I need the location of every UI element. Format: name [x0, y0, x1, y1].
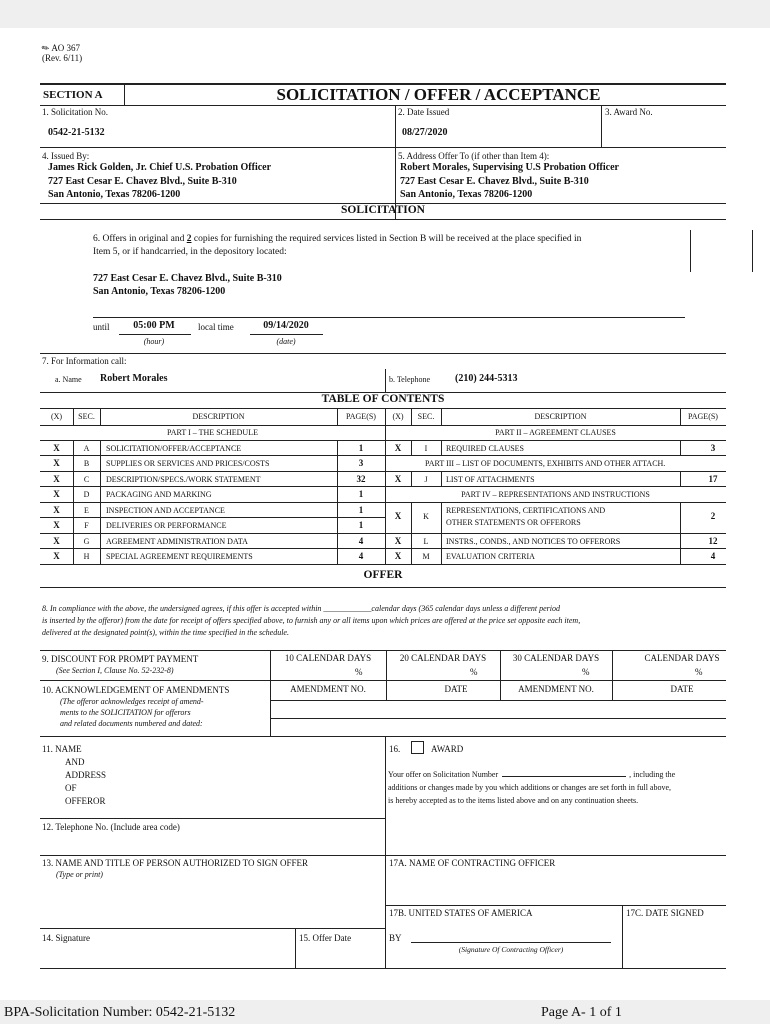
contact-telephone-value: (210) 244-5313 [455, 373, 518, 384]
footer-solicitation-number: BPA-Solicitation Number: 0542-21-5132 [4, 1005, 236, 1020]
toc-row-l-desc: INSTRS., CONDS., AND NOTICES TO OFFERORS [446, 537, 621, 546]
toc-row-l-x: X [394, 536, 402, 546]
toc-row-c-pages: 32 [356, 474, 366, 484]
toc-row-i-desc: REQUIRED CLAUSES [446, 444, 525, 453]
toc-header-description: DESCRIPTION [192, 412, 245, 421]
award-checkbox[interactable] [411, 741, 424, 754]
until-label: until [93, 322, 110, 332]
signer-sub: (Type or print) [56, 870, 103, 879]
toc-row-e-sec: E [84, 506, 89, 515]
toc-header-x: (X) [50, 412, 63, 421]
depository-line-1: 727 East Cesar E. Chavez Blvd., Suite B-310 [93, 273, 282, 284]
date-value: 09/14/2020 [263, 320, 309, 331]
toc-row-a-desc: SOLICITATION/OFFER/ACCEPTANCE [106, 444, 242, 453]
issued-by-line-3: San Antonio, Texas 78206-1200 [48, 189, 181, 200]
offeror-name-label-2: AND [65, 757, 85, 767]
depository-line-2: San Antonio, Texas 78206-1200 [93, 286, 226, 297]
toc-row-i-pages: 3 [710, 443, 716, 453]
copies-count: 2 [186, 234, 192, 244]
signature-label: 14. Signature [42, 933, 90, 943]
offer-statement-line-3: delivered at the designated point(s), within the time specified in the schedule. [42, 628, 289, 637]
toc-row-k-desc-1: REPRESENTATIONS, CERTIFICATIONS AND [446, 506, 606, 515]
toc-row-b-x: X [53, 458, 60, 468]
toc-header-x-right: (X) [392, 412, 404, 421]
toc-row-l-sec: L [423, 537, 429, 546]
offer-statement-line-2: is inserted by the offeror) from the date for receipt of offers specified above, to furnish any or all items upon which prices are offered at the price set opposite each item, [42, 616, 581, 625]
hour-value: 05:00 PM [133, 320, 175, 331]
toc-row-m-pages: 4 [710, 551, 716, 561]
toc-row-b-pages: 3 [358, 458, 364, 468]
offeror-name-label-3: ADDRESS [65, 770, 107, 780]
toc-row-h-desc: SPECIAL AGREEMENT REQUIREMENTS [106, 552, 253, 561]
discount-other-days: CALENDAR DAYS [644, 653, 720, 663]
toc-row-f-pages: 1 [358, 520, 364, 530]
toc-row-h-x: X [53, 551, 60, 561]
address-line-2: 727 East Cesar E. Chavez Blvd., Suite B-310 [400, 176, 589, 187]
toc-row-k-pages: 2 [710, 511, 716, 521]
toc-row-j-desc: LIST OF ATTACHMENTS [446, 475, 535, 484]
contact-telephone-label: b. Telephone [389, 375, 431, 384]
form-revision: (Rev. 6/11) [42, 53, 83, 63]
toc-row-g-sec: G [83, 537, 90, 546]
telephone-label: 12. Telephone No. (Include area code) [42, 822, 180, 832]
footer-page-number: Page A- 1 of 1 [541, 1005, 622, 1020]
discount-30-days: 30 CALENDAR DAYS [512, 653, 600, 663]
toc-row-g-desc: AGREEMENT ADMINISTRATION DATA [106, 537, 248, 546]
discount-10-days: 10 CALENDAR DAYS [284, 653, 372, 663]
contact-name-label: a. Name [55, 375, 82, 384]
viewer-top-bar [0, 0, 770, 28]
toc-row-k-desc-2: OTHER STATEMENTS OR OFFERORS [446, 518, 581, 527]
toc-row-b-sec: B [83, 459, 90, 468]
offeror-name-label-4: OF [65, 783, 77, 793]
acknowledgement-line-3: and related documents numbered and dated: [60, 719, 203, 728]
toc-row-e-desc: INSPECTION AND ACCEPTANCE [106, 506, 225, 515]
award-no-label: 3. Award No. [605, 107, 653, 117]
offer-statement-line-1: 8. In compliance with the above, the undersigned agrees, if this offer is accepted within ____________calendar days (365 calendar days unless a different period [42, 604, 560, 613]
toc-header-pages-right: PAGE(S) [688, 412, 718, 421]
amendment-date-header: DATE [444, 684, 468, 694]
issued-by-label: 4. Issued By: [42, 151, 90, 161]
toc-row-g-x: X [53, 536, 60, 546]
section-label: SECTION A [43, 89, 103, 101]
address-offer-label: 5. Address Offer To (if other than Item 4): [398, 151, 550, 161]
toc-row-g-pages: 4 [358, 536, 364, 546]
toc-row-m-desc: EVALUATION CRITERIA [446, 552, 535, 561]
toc-part-3: PART III – LIST OF DOCUMENTS, EXHIBITS AND OTHER ATTACH. [425, 459, 666, 468]
date-caption: (date) [276, 337, 296, 346]
form-code: ✎ AO 367 [39, 41, 81, 55]
date-issued-value: 08/27/2020 [402, 127, 448, 138]
toc-row-h-sec: H [83, 552, 90, 561]
toc-row-a-pages: 1 [358, 443, 364, 453]
solicitation-heading: SOLICITATION [341, 204, 425, 216]
local-time-label: local time [198, 322, 234, 332]
toc-row-l-pages: 12 [708, 536, 718, 546]
toc-row-c-x: X [53, 474, 60, 484]
award-text-line-2: additions or changes made by you which additions or changes are set forth in full above, [388, 783, 672, 792]
toc-row-j-pages: 17 [708, 474, 718, 484]
usa-label: 17B. UNITED STATES OF AMERICA [389, 908, 533, 918]
toc-header-sec: SEC. [78, 412, 95, 421]
date-issued-label: 2. Date Issued [398, 107, 450, 117]
toc-header-sec-right: SEC. [417, 412, 435, 421]
signer-label: 13. NAME AND TITLE OF PERSON AUTHORIZED TO SIGN OFFER [42, 858, 309, 868]
amendment-no-header-2: AMENDMENT NO. [518, 684, 594, 694]
toc-part-2: PART II – AGREEMENT CLAUSES [495, 428, 616, 437]
award-text-line-1: Your offer on Solicitation Number , including the [388, 770, 676, 779]
toc-row-b-desc: SUPPLIES OR SERVICES AND PRICES/COSTS [106, 459, 270, 468]
toc-row-d-x: X [53, 489, 60, 499]
offeror-name-label-1: 11. NAME [42, 744, 82, 754]
toc-row-e-x: X [53, 505, 60, 515]
toc-row-k-sec: K [423, 512, 429, 521]
by-label: BY [389, 933, 402, 943]
toc-row-m-x: X [394, 551, 402, 561]
discount-20-days: 20 CALENDAR DAYS [399, 653, 487, 663]
toc-header-description-right: DESCRIPTION [534, 412, 587, 421]
hour-caption: (hour) [143, 337, 165, 346]
toc-row-d-pages: 1 [358, 489, 364, 499]
discount-other-pct: % [695, 667, 703, 677]
form-title: SOLICITATION / OFFER / ACCEPTANCE [276, 85, 601, 104]
toc-row-i-sec: I [424, 444, 428, 453]
toc-row-j-sec: J [424, 475, 428, 484]
toc-row-a-x: X [53, 443, 60, 453]
discount-10-pct: % [355, 667, 363, 677]
contracting-officer-label: 17A. NAME OF CONTRACTING OFFICER [389, 858, 556, 868]
contact-name-value: Robert Morales [100, 373, 168, 384]
item6-line-1: 6. Offers in original and 2 copies for furnishing the required services listed in Section B will be received at the place specified in [93, 234, 582, 244]
officer-signature-caption: (Signature Of Contracting Officer) [458, 945, 564, 954]
toc-part-4: PART IV – REPRESENTATIONS AND INSTRUCTIONS [461, 490, 650, 499]
offeror-name-label-5: OFFEROR [65, 796, 106, 806]
offer-heading: OFFER [363, 569, 403, 581]
toc-row-h-pages: 4 [358, 551, 364, 561]
toc-row-d-sec: D [83, 490, 90, 499]
address-line-1: Robert Morales, Supervising U.S Probation Officer [400, 162, 619, 173]
toc-row-f-sec: F [84, 521, 89, 530]
acknowledgement-line-2: ments to the SOLICITATION for offerors [60, 708, 191, 717]
acknowledgement-line-1: (The offeror acknowledges receipt of amend- [60, 697, 204, 706]
toc-header-pages: PAGE(S) [346, 412, 376, 421]
toc-row-f-desc: DELIVERIES OR PERFORMANCE [106, 521, 227, 530]
solicitation-no-value: 0542-21-5132 [48, 127, 105, 138]
toc-row-e-pages: 1 [358, 505, 364, 515]
item6-line-2: Item 5, or if handcarried, in the depository located: [93, 247, 287, 257]
toc-row-c-sec: C [83, 475, 90, 484]
toc-row-c-desc: DESCRIPTION/SPECS./WORK STATEMENT [106, 475, 261, 484]
date-signed-label: 17C. DATE SIGNED [626, 908, 704, 918]
address-line-3: San Antonio, Texas 78206-1200 [400, 189, 533, 200]
acknowledgement-label: 10. ACKNOWLEDGEMENT OF AMENDMENTS [42, 685, 230, 695]
discount-label: 9. DISCOUNT FOR PROMPT PAYMENT [42, 654, 199, 664]
toc-row-f-x: X [53, 520, 60, 530]
toc-heading: TABLE OF CONTENTS [321, 393, 445, 405]
discount-sub: (See Section I, Clause No. 52-232-8) [56, 666, 174, 675]
offer-date-label: 15. Offer Date [299, 933, 352, 943]
award-text-line-3: is hereby accepted as to the items listed above and on any continuation sheets. [388, 796, 639, 805]
amendment-date-header-2: DATE [670, 684, 694, 694]
toc-row-k-x: X [394, 511, 402, 521]
solicitation-no-label: 1. Solicitation No. [42, 107, 108, 117]
discount-20-pct: % [470, 667, 478, 677]
discount-30-pct: % [582, 667, 590, 677]
toc-row-m-sec: M [422, 552, 430, 561]
amendment-no-header: AMENDMENT NO. [290, 684, 366, 694]
issued-by-line-1: James Rick Golden, Jr. Chief U.S. Probation Officer [48, 162, 272, 173]
pen-icon: ✎ [39, 41, 52, 55]
info-label: 7. For Information call: [42, 356, 127, 366]
toc-row-j-x: X [394, 474, 402, 484]
award-number-label: 16. [389, 744, 401, 754]
award-label: AWARD [431, 744, 464, 754]
toc-row-d-desc: PACKAGING AND MARKING [106, 490, 212, 499]
toc-row-a-sec: A [83, 444, 90, 453]
toc-row-i-x: X [394, 443, 402, 453]
toc-part-1: PART I – THE SCHEDULE [167, 428, 258, 437]
issued-by-line-2: 727 East Cesar E. Chavez Blvd., Suite B-310 [48, 176, 237, 187]
